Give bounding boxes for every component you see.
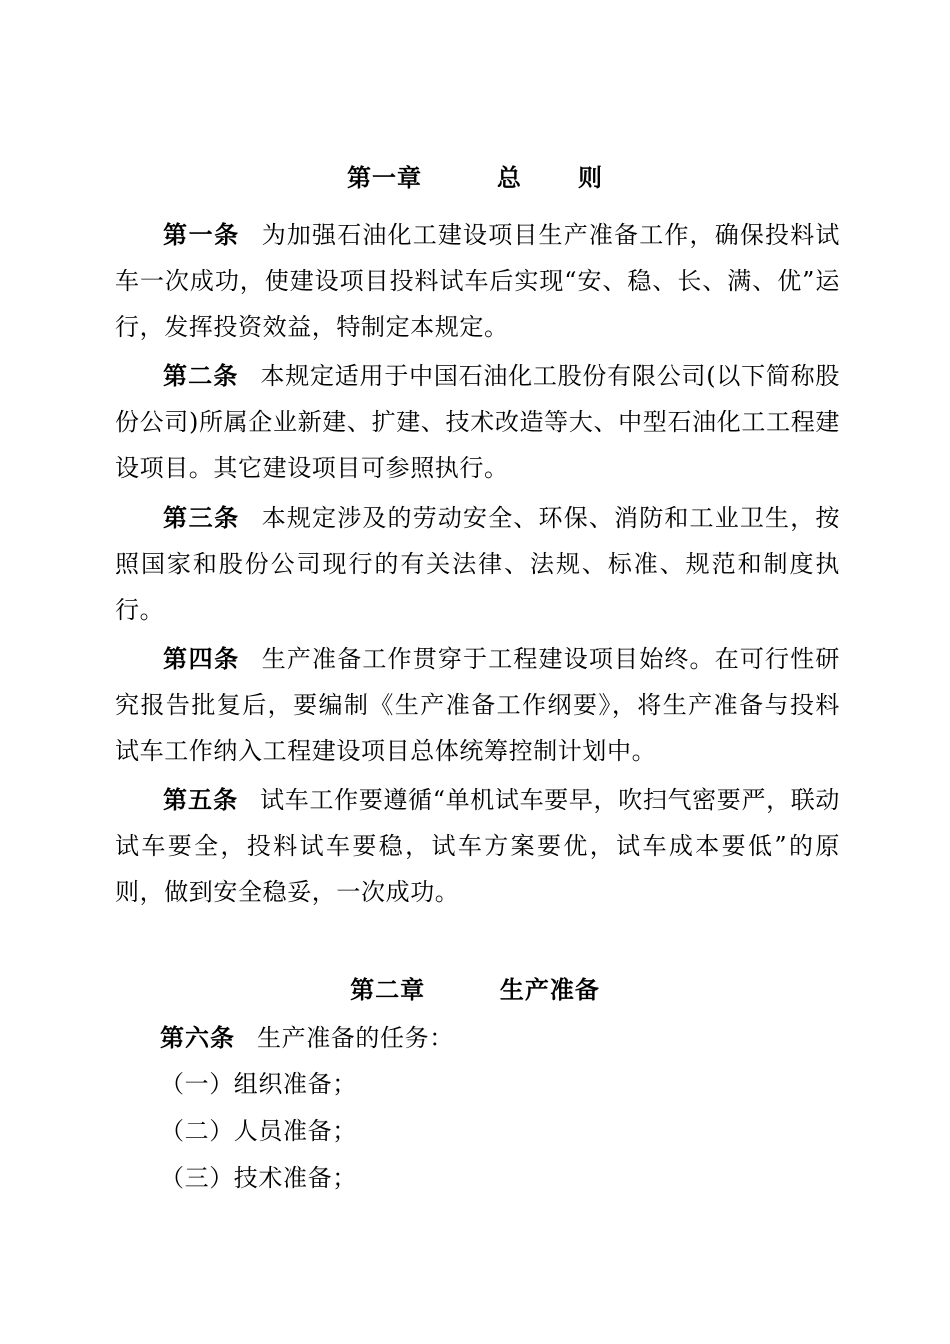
- article-4-text: 生产准备工作贯穿于工程建设项目始终。在可行性研究报告批复后，要编制《生产准备工作纲要》，将生产准备与投料试车工作纳入工程建设项目总体统筹控制计划中。: [115, 645, 840, 765]
- article-2: [115, 353, 840, 491]
- article-6-label: 第六条: [160, 1024, 235, 1052]
- list-item: （二）人员准备；: [160, 1117, 357, 1145]
- article-5: [115, 777, 840, 915]
- chapter-2-title: 第二章 生产准备: [350, 976, 600, 1004]
- article-3-label: 第三条: [163, 504, 240, 532]
- article-6-text: 生产准备的任务：: [257, 1024, 454, 1052]
- article-5-text: 试车工作要遵循“单机试车要早，吹扫气密要严，联动试车要全，投料试车要稳，试车方案要优，试车成本要低”的原则，做到安全稳妥，一次成功。: [115, 786, 840, 906]
- article-4: [115, 636, 840, 774]
- article-2-text: 本规定适用于中国石油化工股份有限公司(以下简称股份公司)所属企业新建、扩建、技术改造等大、中型石油化工工程建设项目。其它建设项目可参照执行。: [115, 362, 841, 482]
- article-6: [160, 1022, 454, 1054]
- article-4-label: 第四条: [163, 645, 240, 673]
- article-1-label: 第一条: [163, 221, 240, 249]
- list-item: （一）组织准备；: [160, 1070, 357, 1098]
- article-2-label: 第二条: [163, 362, 239, 390]
- article-3: [115, 495, 840, 633]
- article-1-text: 为加强石油化工建设项目生产准备工作，确保投料试车一次成功，使建设项目投料试车后实现“安、稳、长、满、优”运行，发挥投资效益，特制定本规定。: [115, 221, 840, 341]
- article-5-label: 第五条: [163, 786, 239, 814]
- article-3-text: 本规定涉及的劳动安全、环保、消防和工业卫生，按照国家和股份公司现行的有关法律、法规、标准、规范和制度执行。: [115, 504, 840, 624]
- article-1: [115, 212, 840, 350]
- chapter-1-title: 第一章 总 则: [347, 164, 603, 192]
- list-item: （三）技术准备；: [160, 1164, 357, 1192]
